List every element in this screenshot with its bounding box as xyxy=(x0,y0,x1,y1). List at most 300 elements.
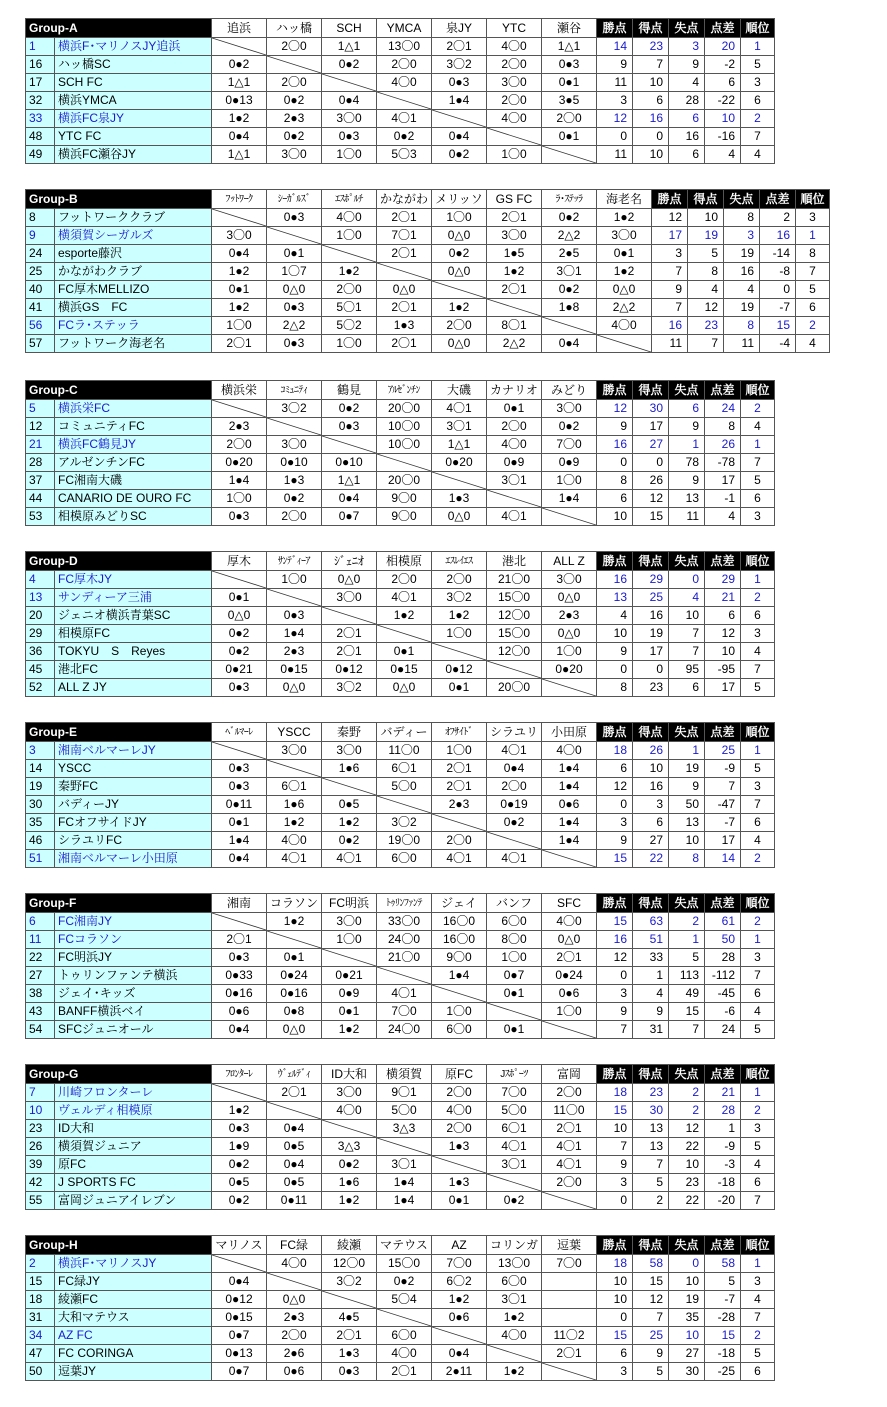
team-name: かながわクラブ xyxy=(55,263,212,281)
team-name: 港北FC xyxy=(55,661,212,679)
match-result: 21〇0 xyxy=(487,571,542,589)
stat-value: 7 xyxy=(633,1309,669,1327)
match-result: 0●1 xyxy=(212,589,267,607)
stat-value: 5 xyxy=(669,949,705,967)
team-row xyxy=(26,1309,775,1327)
rank-value: 3 xyxy=(741,508,775,526)
team-name: BANFF横浜ベイ xyxy=(55,1003,212,1021)
stat-header: 得点 xyxy=(633,894,669,913)
stat-value: 26 xyxy=(705,436,741,454)
team-row xyxy=(26,56,775,74)
team-number: 2 xyxy=(26,1255,55,1273)
match-result: 6〇1 xyxy=(267,778,322,796)
match-result: 1〇0 xyxy=(542,472,597,490)
opponent-column-header: ｴｽﾎﾟﾙﾁ xyxy=(322,190,377,209)
match-result: 2〇0 xyxy=(432,832,487,850)
match-result: 0●5 xyxy=(267,1174,322,1192)
match-result: 0●3 xyxy=(212,1120,267,1138)
group-name: Group-F xyxy=(26,894,212,913)
stat-value: 8 xyxy=(597,679,633,697)
stat-value: 19 xyxy=(633,625,669,643)
match-result: 4〇1 xyxy=(487,508,542,526)
match-result: 0●24 xyxy=(267,967,322,985)
match-result: 4〇1 xyxy=(267,850,322,868)
team-name: シラユリFC xyxy=(55,832,212,850)
stat-header: 失点 xyxy=(669,381,705,400)
stat-value: 23 xyxy=(633,679,669,697)
self-match-cell xyxy=(267,589,322,607)
match-result: 2〇1 xyxy=(377,245,432,263)
team-name: ID大和 xyxy=(55,1120,212,1138)
match-result: 4〇0 xyxy=(487,436,542,454)
stat-value: 31 xyxy=(633,1021,669,1039)
stat-value: 1 xyxy=(633,967,669,985)
match-result: 1●6 xyxy=(322,1174,377,1192)
self-match-cell xyxy=(377,263,432,281)
stat-value: 17 xyxy=(705,832,741,850)
stat-value: 4 xyxy=(688,281,724,299)
self-match-cell xyxy=(432,281,487,299)
stat-header: 勝点 xyxy=(597,381,633,400)
match-result: 0●24 xyxy=(542,967,597,985)
stat-value: 7 xyxy=(669,643,705,661)
stat-value: 4 xyxy=(724,281,760,299)
self-match-cell xyxy=(487,1003,542,1021)
opponent-column-header: カナリオ xyxy=(487,381,542,400)
stat-value: 17 xyxy=(633,643,669,661)
match-result: 2〇0 xyxy=(377,56,432,74)
stat-value: 5 xyxy=(633,1363,669,1381)
match-result: 1●2 xyxy=(432,299,487,317)
opponent-column-header: 瀬谷 xyxy=(542,19,597,38)
stat-value: 15 xyxy=(633,508,669,526)
stat-value: 21 xyxy=(705,589,741,607)
rank-value: 6 xyxy=(741,92,775,110)
team-number: 40 xyxy=(26,281,55,299)
match-result: 8〇1 xyxy=(487,317,542,335)
self-match-cell xyxy=(542,1192,597,1210)
rank-value: 3 xyxy=(741,74,775,92)
match-result: 1〇0 xyxy=(487,949,542,967)
stat-value: 16 xyxy=(652,317,688,335)
match-result: 6〇1 xyxy=(377,760,432,778)
stat-value: -6 xyxy=(705,1003,741,1021)
stat-value: 27 xyxy=(633,832,669,850)
team-row xyxy=(26,1003,775,1021)
team-row xyxy=(26,281,830,299)
stat-value: 0 xyxy=(633,661,669,679)
match-result: 1●2 xyxy=(267,814,322,832)
stat-value: 9 xyxy=(597,56,633,74)
stat-value: 6 xyxy=(597,490,633,508)
rank-value: 7 xyxy=(741,128,775,146)
stat-value: 17 xyxy=(705,679,741,697)
opponent-column-header: 泉JY xyxy=(432,19,487,38)
match-result: 1●2 xyxy=(322,1192,377,1210)
opponent-column-header: 湘南 xyxy=(212,894,267,913)
match-result: 4〇0 xyxy=(487,110,542,128)
match-result: 7〇0 xyxy=(377,1003,432,1021)
match-result: 5〇4 xyxy=(377,1291,432,1309)
stat-value: 7 xyxy=(633,56,669,74)
team-row xyxy=(26,1291,775,1309)
stat-header: 失点 xyxy=(669,894,705,913)
stat-header: 点差 xyxy=(705,1065,741,1084)
opponent-column-header: FC緑 xyxy=(267,1236,322,1255)
team-number: 44 xyxy=(26,490,55,508)
match-result: 2〇1 xyxy=(377,335,432,353)
match-result: 0●3 xyxy=(322,128,377,146)
opponent-column-header: Jｽﾎﾟｰﾂ xyxy=(487,1065,542,1084)
team-number: 28 xyxy=(26,454,55,472)
team-number: 1 xyxy=(26,38,55,56)
match-result: 12〇0 xyxy=(322,1255,377,1273)
stat-value: 58 xyxy=(633,1255,669,1273)
opponent-column-header: ｼｰｶﾞﾙｽﾞ xyxy=(267,190,322,209)
match-result: 1●4 xyxy=(377,1192,432,1210)
stat-value: 3 xyxy=(597,985,633,1003)
match-result: 1●2 xyxy=(322,814,377,832)
match-result: 0●1 xyxy=(212,814,267,832)
match-result: 4〇0 xyxy=(542,913,597,931)
team-name: SFCジュニオール xyxy=(55,1021,212,1039)
team-name: 秦野FC xyxy=(55,778,212,796)
match-result: 0●4 xyxy=(212,850,267,868)
team-number: 6 xyxy=(26,913,55,931)
match-result: 15〇0 xyxy=(487,589,542,607)
match-result: 1●4 xyxy=(542,760,597,778)
stat-value: 12 xyxy=(597,110,633,128)
team-name: 横須賀シーガルズ xyxy=(55,227,212,245)
stat-value: 11 xyxy=(652,335,688,353)
match-result: 0●1 xyxy=(487,985,542,1003)
team-name: 横浜FC瀬谷JY xyxy=(55,146,212,164)
stat-value: 22 xyxy=(669,1192,705,1210)
stat-value: 19 xyxy=(669,1291,705,1309)
team-number: 38 xyxy=(26,985,55,1003)
team-number: 11 xyxy=(26,931,55,949)
stat-value: 27 xyxy=(669,1345,705,1363)
team-name: ALL Z JY xyxy=(55,679,212,697)
match-result: 1●2 xyxy=(322,263,377,281)
team-row xyxy=(26,1192,775,1210)
team-row xyxy=(26,38,775,56)
opponent-column-header: 海老名 xyxy=(597,190,652,209)
match-result: 1●3 xyxy=(267,472,322,490)
match-result: 1●2 xyxy=(432,607,487,625)
stat-value: 0 xyxy=(597,1192,633,1210)
match-result: 0●1 xyxy=(432,679,487,697)
match-result: 2〇0 xyxy=(267,508,322,526)
match-result: 3〇1 xyxy=(487,472,542,490)
rank-value: 4 xyxy=(796,335,830,353)
match-result: 0●6 xyxy=(432,1309,487,1327)
rank-value: 2 xyxy=(741,1102,775,1120)
match-result: 6〇1 xyxy=(487,1120,542,1138)
group-table xyxy=(25,893,775,1039)
stat-value: 9 xyxy=(669,778,705,796)
rank-value: 5 xyxy=(796,281,830,299)
self-match-cell xyxy=(432,814,487,832)
match-result: 0●4 xyxy=(212,1021,267,1039)
team-row xyxy=(26,209,830,227)
team-name: ジェニオ横浜青葉SC xyxy=(55,607,212,625)
stat-value: 1 xyxy=(705,1120,741,1138)
self-match-cell xyxy=(432,1327,487,1345)
stat-value: 8 xyxy=(724,209,760,227)
stat-value: 61 xyxy=(705,913,741,931)
match-result: 1〇0 xyxy=(212,490,267,508)
match-result: 2〇0 xyxy=(542,1174,597,1192)
match-result: 0●1 xyxy=(542,128,597,146)
match-result: 1△1 xyxy=(432,436,487,454)
self-match-cell xyxy=(377,967,432,985)
stat-value: 10 xyxy=(633,760,669,778)
match-result: 0●2 xyxy=(322,1156,377,1174)
stat-value: 24 xyxy=(705,1021,741,1039)
match-result: 0△0 xyxy=(377,679,432,697)
match-result: 4〇0 xyxy=(377,74,432,92)
stat-value: 6 xyxy=(669,679,705,697)
stat-value: 16 xyxy=(597,436,633,454)
opponent-column-header: 厚木 xyxy=(212,552,267,571)
self-match-cell xyxy=(542,850,597,868)
rank-value: 3 xyxy=(741,949,775,967)
team-name: FCオフサイドJY xyxy=(55,814,212,832)
match-result: 20〇0 xyxy=(377,400,432,418)
team-number: 14 xyxy=(26,760,55,778)
match-result: 3〇0 xyxy=(322,1084,377,1102)
match-result: 2〇1 xyxy=(322,643,377,661)
rank-value: 3 xyxy=(741,1273,775,1291)
self-match-cell xyxy=(432,1156,487,1174)
stat-value: 15 xyxy=(597,1102,633,1120)
match-result: 6〇0 xyxy=(377,1327,432,1345)
rank-value: 2 xyxy=(796,317,830,335)
rank-value: 6 xyxy=(741,1174,775,1192)
stat-header: 失点 xyxy=(724,190,760,209)
stat-value: 8 xyxy=(688,263,724,281)
self-match-cell xyxy=(377,92,432,110)
self-match-cell xyxy=(322,245,377,263)
match-result: 10〇0 xyxy=(377,418,432,436)
stat-value: -95 xyxy=(705,661,741,679)
stat-header: 順位 xyxy=(741,19,775,38)
team-name: 大和マテウス xyxy=(55,1309,212,1327)
stat-value: 9 xyxy=(597,1003,633,1021)
team-row xyxy=(26,742,775,760)
stat-value: 6 xyxy=(669,146,705,164)
team-number: 56 xyxy=(26,317,55,335)
team-number: 35 xyxy=(26,814,55,832)
stat-value: 8 xyxy=(669,850,705,868)
stat-header: 順位 xyxy=(796,190,830,209)
rank-value: 5 xyxy=(741,1138,775,1156)
self-match-cell xyxy=(322,778,377,796)
stat-value: 0 xyxy=(597,967,633,985)
match-result: 4〇0 xyxy=(377,1345,432,1363)
stat-value: 2 xyxy=(669,913,705,931)
team-row xyxy=(26,625,775,643)
stat-value: 0 xyxy=(633,128,669,146)
stat-header: 得点 xyxy=(688,190,724,209)
opponent-column-header: 大磯 xyxy=(432,381,487,400)
match-result: 0△0 xyxy=(542,931,597,949)
team-name: 横須賀ジュニア xyxy=(55,1138,212,1156)
match-result: 20〇0 xyxy=(487,679,542,697)
match-result: 2〇0 xyxy=(487,778,542,796)
team-number: 49 xyxy=(26,146,55,164)
stat-value: 12 xyxy=(597,778,633,796)
stat-value: 15 xyxy=(633,1273,669,1291)
stat-value: 16 xyxy=(669,128,705,146)
match-result: 15〇0 xyxy=(377,1255,432,1273)
match-result: 0●11 xyxy=(267,1192,322,1210)
team-name: コミュニティFC xyxy=(55,418,212,436)
stat-value: 4 xyxy=(705,146,741,164)
stat-header: 得点 xyxy=(633,1065,669,1084)
stat-value: 58 xyxy=(705,1255,741,1273)
match-result: 0●4 xyxy=(487,760,542,778)
team-row xyxy=(26,1255,775,1273)
stat-value: 1 xyxy=(669,436,705,454)
match-result: 0●4 xyxy=(322,490,377,508)
match-result: 2〇0 xyxy=(542,1084,597,1102)
match-result: 2●5 xyxy=(542,245,597,263)
match-result: 4〇0 xyxy=(432,1102,487,1120)
match-result: 0●3 xyxy=(267,209,322,227)
team-row xyxy=(26,1363,775,1381)
team-name: FC明浜JY xyxy=(55,949,212,967)
self-match-cell xyxy=(267,418,322,436)
opponent-column-header: ｻﾝﾃﾞｨｰｱ xyxy=(267,552,322,571)
stat-value: 10 xyxy=(633,146,669,164)
match-result: 0●3 xyxy=(267,607,322,625)
match-result: 0△0 xyxy=(322,571,377,589)
self-match-cell xyxy=(377,1138,432,1156)
match-result: 2〇1 xyxy=(487,209,542,227)
self-match-cell xyxy=(377,796,432,814)
match-result: 4●5 xyxy=(322,1309,377,1327)
stat-value: -4 xyxy=(760,335,796,353)
match-result: 1●2 xyxy=(212,263,267,281)
opponent-column-header: 秦野 xyxy=(322,723,377,742)
team-number: 23 xyxy=(26,1120,55,1138)
match-result: 2〇0 xyxy=(322,281,377,299)
rank-value: 3 xyxy=(741,778,775,796)
team-name: 横浜GS FC xyxy=(55,299,212,317)
match-result: 0●7 xyxy=(212,1363,267,1381)
stat-header: 点差 xyxy=(705,894,741,913)
match-result: 12〇0 xyxy=(487,607,542,625)
match-result: 1〇0 xyxy=(322,335,377,353)
match-result: 1〇0 xyxy=(432,742,487,760)
stat-value: 13 xyxy=(669,814,705,832)
match-result: 0●1 xyxy=(487,1021,542,1039)
match-result: 0●2 xyxy=(322,832,377,850)
team-row xyxy=(26,472,775,490)
stat-value: 63 xyxy=(633,913,669,931)
match-result: 2△2 xyxy=(267,317,322,335)
match-result: 4〇1 xyxy=(487,1138,542,1156)
match-result: 0●4 xyxy=(212,1273,267,1291)
stat-value: 0 xyxy=(633,454,669,472)
stat-value: 7 xyxy=(705,778,741,796)
team-row xyxy=(26,335,830,353)
stat-value: 3 xyxy=(597,92,633,110)
opponent-column-header: 鶴見 xyxy=(322,381,377,400)
team-number: 43 xyxy=(26,1003,55,1021)
stat-value: 24 xyxy=(705,400,741,418)
self-match-cell xyxy=(267,227,322,245)
match-result: 2〇1 xyxy=(542,949,597,967)
rank-value: 1 xyxy=(741,931,775,949)
opponent-column-header: メリッソ xyxy=(432,190,487,209)
match-result: 0●20 xyxy=(542,661,597,679)
match-result: 1●4 xyxy=(432,92,487,110)
self-match-cell xyxy=(487,490,542,508)
team-row xyxy=(26,92,775,110)
team-number: 39 xyxy=(26,1156,55,1174)
self-match-cell xyxy=(322,607,377,625)
team-number: 36 xyxy=(26,643,55,661)
match-result: 3〇2 xyxy=(322,1273,377,1291)
match-result: 3〇0 xyxy=(267,146,322,164)
stat-value: 14 xyxy=(597,38,633,56)
match-result: 12〇0 xyxy=(487,643,542,661)
match-result: 0●6 xyxy=(542,985,597,1003)
team-row xyxy=(26,128,775,146)
team-row xyxy=(26,299,830,317)
stat-value: 50 xyxy=(705,931,741,949)
match-result: 0●1 xyxy=(377,643,432,661)
stat-value: 23 xyxy=(688,317,724,335)
stat-value: 16 xyxy=(633,607,669,625)
opponent-column-header: ﾄｩﾘﾝﾌｧﾝﾃ xyxy=(377,894,432,913)
stat-value: 15 xyxy=(669,1003,705,1021)
match-result: 16〇0 xyxy=(432,913,487,931)
match-result: 10〇0 xyxy=(377,436,432,454)
team-number: 52 xyxy=(26,679,55,697)
match-result: 0△0 xyxy=(267,1291,322,1309)
match-result: 1●2 xyxy=(432,1291,487,1309)
match-result: 0●2 xyxy=(487,814,542,832)
team-number: 42 xyxy=(26,1174,55,1192)
self-match-cell xyxy=(267,931,322,949)
team-number: 32 xyxy=(26,92,55,110)
team-number: 31 xyxy=(26,1309,55,1327)
stat-header: 勝点 xyxy=(597,723,633,742)
match-result: 3〇0 xyxy=(542,571,597,589)
stat-value: 9 xyxy=(652,281,688,299)
self-match-cell xyxy=(542,508,597,526)
rank-value: 1 xyxy=(741,571,775,589)
team-number: 25 xyxy=(26,263,55,281)
match-result: 0●5 xyxy=(267,1138,322,1156)
match-result: 2〇1 xyxy=(377,209,432,227)
match-result: 4〇0 xyxy=(487,1327,542,1345)
match-result: 4〇0 xyxy=(597,317,652,335)
match-result: 7〇0 xyxy=(542,1255,597,1273)
match-result: 5〇3 xyxy=(377,146,432,164)
match-result: 4〇1 xyxy=(542,1138,597,1156)
team-row xyxy=(26,1120,775,1138)
stat-value: 30 xyxy=(633,1102,669,1120)
stat-value: 1 xyxy=(669,742,705,760)
team-number: 10 xyxy=(26,1102,55,1120)
match-result: 3〇2 xyxy=(432,56,487,74)
stat-value: 51 xyxy=(633,931,669,949)
